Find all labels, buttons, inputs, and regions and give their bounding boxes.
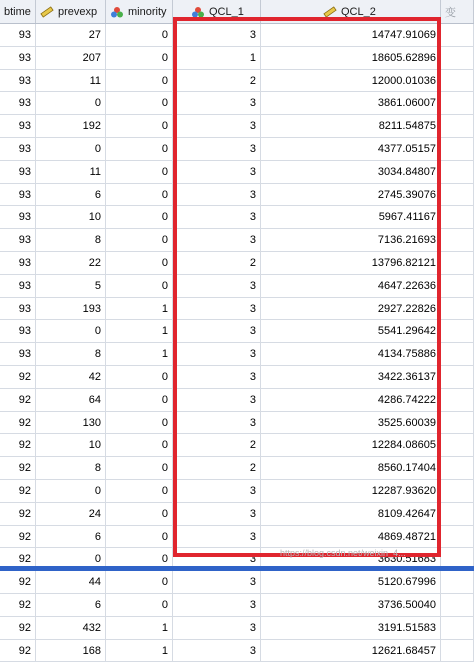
cell-qcl-1[interactable]: 2 bbox=[173, 70, 261, 93]
cell-btime[interactable]: 93 bbox=[0, 343, 36, 366]
cell-qcl-2[interactable]: 12284.08605 bbox=[261, 434, 441, 457]
cell-qcl-2[interactable]: 5541.29642 bbox=[261, 320, 441, 343]
column-header-btime[interactable] bbox=[0, 0, 36, 23]
cell-btime[interactable]: 92 bbox=[0, 503, 36, 526]
cell-qcl-1[interactable]: 3 bbox=[173, 115, 261, 138]
cell-qcl-2[interactable]: 5967.41167 bbox=[261, 206, 441, 229]
cell-qcl-2[interactable]: 12000.01036 bbox=[261, 70, 441, 93]
column-header-label: QCL_1 bbox=[209, 5, 244, 18]
cell-empty[interactable] bbox=[441, 571, 474, 594]
cell-empty[interactable] bbox=[441, 480, 474, 503]
cell-qcl-1[interactable]: 3 bbox=[173, 343, 261, 366]
cell-btime[interactable]: 93 bbox=[0, 298, 36, 321]
column-header-minority[interactable] bbox=[106, 0, 173, 23]
cell-empty[interactable] bbox=[441, 275, 474, 298]
cell-qcl-2[interactable]: 4286.74222 bbox=[261, 389, 441, 412]
table-row[interactable] bbox=[0, 480, 474, 503]
cell-qcl-2[interactable]: 8560.17404 bbox=[261, 457, 441, 480]
cell-minority[interactable]: 0 bbox=[106, 457, 173, 480]
cell-qcl-1[interactable]: 3 bbox=[173, 138, 261, 161]
cell-empty[interactable] bbox=[441, 24, 474, 47]
cell-empty[interactable] bbox=[441, 366, 474, 389]
cell-qcl-1[interactable]: 3 bbox=[173, 24, 261, 47]
cell-qcl-2[interactable]: 8211.54875 bbox=[261, 115, 441, 138]
cell-prevexp[interactable]: 5 bbox=[36, 275, 106, 298]
cell-qcl-2[interactable]: 3034.84807 bbox=[261, 161, 441, 184]
cell-minority[interactable]: 0 bbox=[106, 252, 173, 275]
cell-prevexp[interactable]: 44 bbox=[36, 571, 106, 594]
cell-qcl-1[interactable]: 3 bbox=[173, 298, 261, 321]
cell-minority[interactable]: 0 bbox=[106, 480, 173, 503]
cell-btime[interactable]: 93 bbox=[0, 184, 36, 207]
cell-minority[interactable]: 0 bbox=[106, 526, 173, 549]
table-row[interactable] bbox=[0, 320, 474, 343]
cell-prevexp[interactable]: 27 bbox=[36, 24, 106, 47]
table-row[interactable] bbox=[0, 47, 474, 70]
cell-minority[interactable]: 0 bbox=[106, 412, 173, 435]
cell-prevexp[interactable]: 6 bbox=[36, 526, 106, 549]
cell-btime[interactable]: 93 bbox=[0, 275, 36, 298]
column-header-label: prevexp bbox=[58, 5, 98, 18]
table-row[interactable] bbox=[0, 594, 474, 617]
ruler-icon bbox=[323, 6, 337, 18]
cell-minority[interactable]: 0 bbox=[106, 229, 173, 252]
table-row[interactable] bbox=[0, 92, 474, 115]
cell-prevexp[interactable]: 0 bbox=[36, 320, 106, 343]
cell-prevexp[interactable]: 432 bbox=[36, 617, 106, 640]
column-header-label: QCL_2 bbox=[341, 5, 376, 18]
cell-qcl-1[interactable]: 3 bbox=[173, 184, 261, 207]
cell-empty[interactable] bbox=[441, 252, 474, 275]
table-row[interactable] bbox=[0, 503, 474, 526]
cell-prevexp[interactable]: 42 bbox=[36, 366, 106, 389]
column-header-prevexp[interactable] bbox=[36, 0, 106, 23]
cell-prevexp[interactable]: 10 bbox=[36, 434, 106, 457]
cell-btime[interactable]: 93 bbox=[0, 161, 36, 184]
cell-btime[interactable]: 92 bbox=[0, 617, 36, 640]
cell-minority[interactable]: 0 bbox=[106, 594, 173, 617]
cell-empty[interactable] bbox=[441, 617, 474, 640]
table-row[interactable] bbox=[0, 206, 474, 229]
table-row[interactable] bbox=[0, 412, 474, 435]
nominal-icon bbox=[110, 6, 124, 18]
header-row bbox=[0, 0, 474, 24]
cell-prevexp[interactable]: 168 bbox=[36, 640, 106, 662]
cell-prevexp[interactable]: 6 bbox=[36, 594, 106, 617]
cell-empty[interactable] bbox=[441, 640, 474, 662]
cell-qcl-2[interactable]: 13796.82121 bbox=[261, 252, 441, 275]
cell-empty[interactable] bbox=[441, 184, 474, 207]
cell-minority[interactable]: 1 bbox=[106, 298, 173, 321]
cell-qcl-1[interactable]: 1 bbox=[173, 47, 261, 70]
table-row[interactable] bbox=[0, 24, 474, 47]
cell-btime[interactable]: 92 bbox=[0, 594, 36, 617]
cell-prevexp[interactable]: 0 bbox=[36, 480, 106, 503]
column-header-label: btime bbox=[4, 5, 31, 18]
cell-minority[interactable]: 1 bbox=[106, 617, 173, 640]
cell-qcl-1[interactable]: 3 bbox=[173, 412, 261, 435]
column-header-label: minority bbox=[128, 5, 167, 18]
cell-minority[interactable]: 0 bbox=[106, 389, 173, 412]
cell-empty[interactable] bbox=[441, 526, 474, 549]
cell-prevexp[interactable]: 6 bbox=[36, 184, 106, 207]
cell-btime[interactable]: 93 bbox=[0, 252, 36, 275]
table-row[interactable] bbox=[0, 640, 474, 662]
cell-qcl-2[interactable]: 18605.62896 bbox=[261, 47, 441, 70]
table-row[interactable] bbox=[0, 70, 474, 93]
cell-qcl-2[interactable]: 3736.50040 bbox=[261, 594, 441, 617]
cell-prevexp[interactable]: 8 bbox=[36, 229, 106, 252]
cell-prevexp[interactable]: 0 bbox=[36, 92, 106, 115]
table-row[interactable] bbox=[0, 275, 474, 298]
cell-qcl-1[interactable]: 2 bbox=[173, 252, 261, 275]
cell-empty[interactable] bbox=[441, 206, 474, 229]
cell-qcl-2[interactable]: 12287.93620 bbox=[261, 480, 441, 503]
cell-prevexp[interactable]: 0 bbox=[36, 138, 106, 161]
cell-minority[interactable]: 1 bbox=[106, 320, 173, 343]
cell-empty[interactable] bbox=[441, 229, 474, 252]
table-row[interactable] bbox=[0, 115, 474, 138]
cell-empty[interactable] bbox=[441, 115, 474, 138]
cell-minority[interactable]: 0 bbox=[106, 548, 173, 571]
column-header-qcl-2[interactable] bbox=[261, 0, 441, 23]
cell-qcl-1[interactable]: 3 bbox=[173, 206, 261, 229]
cell-qcl-1[interactable]: 3 bbox=[173, 617, 261, 640]
cell-minority[interactable]: 0 bbox=[106, 184, 173, 207]
cell-prevexp[interactable]: 130 bbox=[36, 412, 106, 435]
cell-qcl-2[interactable]: 2745.39076 bbox=[261, 184, 441, 207]
cell-minority[interactable]: 0 bbox=[106, 366, 173, 389]
cell-btime[interactable]: 92 bbox=[0, 434, 36, 457]
cell-qcl-1[interactable]: 3 bbox=[173, 594, 261, 617]
cell-empty[interactable] bbox=[441, 503, 474, 526]
cell-empty[interactable] bbox=[441, 457, 474, 480]
cell-btime[interactable]: 92 bbox=[0, 457, 36, 480]
cell-qcl-1[interactable]: 3 bbox=[173, 275, 261, 298]
cell-minority[interactable]: 0 bbox=[106, 206, 173, 229]
column-header-var[interactable] bbox=[441, 0, 474, 23]
column-header-label: 变 bbox=[445, 6, 456, 19]
cell-prevexp[interactable]: 64 bbox=[36, 389, 106, 412]
cell-empty[interactable] bbox=[441, 47, 474, 70]
watermark: https://blog.csdn.net/weixin_4... bbox=[280, 548, 406, 558]
table-row[interactable] bbox=[0, 343, 474, 366]
cell-qcl-1[interactable]: 3 bbox=[173, 640, 261, 662]
cell-empty[interactable] bbox=[441, 412, 474, 435]
cell-minority[interactable]: 0 bbox=[106, 503, 173, 526]
cell-btime[interactable]: 93 bbox=[0, 320, 36, 343]
cell-btime[interactable]: 93 bbox=[0, 229, 36, 252]
cell-qcl-1[interactable]: 3 bbox=[173, 571, 261, 594]
table-row[interactable] bbox=[0, 617, 474, 640]
cell-minority[interactable]: 0 bbox=[106, 138, 173, 161]
cell-btime[interactable]: 92 bbox=[0, 548, 36, 571]
cell-qcl-2[interactable]: 2927.22826 bbox=[261, 298, 441, 321]
cell-btime[interactable]: 93 bbox=[0, 138, 36, 161]
cell-btime[interactable]: 92 bbox=[0, 640, 36, 662]
cell-qcl-2[interactable]: 12621.68457 bbox=[261, 640, 441, 662]
cell-empty[interactable] bbox=[441, 343, 474, 366]
cell-minority[interactable]: 0 bbox=[106, 47, 173, 70]
cell-minority[interactable]: 0 bbox=[106, 115, 173, 138]
cell-qcl-1[interactable]: 3 bbox=[173, 229, 261, 252]
cell-qcl-2[interactable]: 3525.60039 bbox=[261, 412, 441, 435]
cell-qcl-2[interactable]: 5120.67996 bbox=[261, 571, 441, 594]
cell-qcl-2[interactable]: 3191.51583 bbox=[261, 617, 441, 640]
cell-btime[interactable]: 93 bbox=[0, 206, 36, 229]
cell-btime[interactable]: 93 bbox=[0, 24, 36, 47]
cell-prevexp[interactable]: 193 bbox=[36, 298, 106, 321]
table-row[interactable] bbox=[0, 571, 474, 594]
cell-qcl-1[interactable]: 2 bbox=[173, 434, 261, 457]
cell-qcl-1[interactable]: 3 bbox=[173, 92, 261, 115]
column-header-qcl-1[interactable] bbox=[173, 0, 261, 23]
cell-qcl-1[interactable]: 3 bbox=[173, 161, 261, 184]
cell-minority[interactable]: 1 bbox=[106, 343, 173, 366]
cell-prevexp[interactable]: 8 bbox=[36, 343, 106, 366]
cell-prevexp[interactable]: 192 bbox=[36, 115, 106, 138]
cell-btime[interactable]: 92 bbox=[0, 571, 36, 594]
cell-btime[interactable]: 92 bbox=[0, 366, 36, 389]
cell-minority[interactable]: 0 bbox=[106, 70, 173, 93]
cell-prevexp[interactable]: 0 bbox=[36, 548, 106, 571]
cell-empty[interactable] bbox=[441, 389, 474, 412]
cell-qcl-2[interactable]: 14747.91069 bbox=[261, 24, 441, 47]
cell-qcl-2[interactable]: 3422.36137 bbox=[261, 366, 441, 389]
cell-qcl-1[interactable]: 3 bbox=[173, 366, 261, 389]
cell-btime[interactable]: 93 bbox=[0, 70, 36, 93]
cell-minority[interactable]: 0 bbox=[106, 24, 173, 47]
cell-minority[interactable]: 0 bbox=[106, 434, 173, 457]
table-row[interactable] bbox=[0, 526, 474, 549]
cell-empty[interactable] bbox=[441, 138, 474, 161]
cell-qcl-1[interactable]: 2 bbox=[173, 457, 261, 480]
cell-minority[interactable]: 1 bbox=[106, 640, 173, 662]
table-row[interactable] bbox=[0, 434, 474, 457]
cell-empty[interactable] bbox=[441, 594, 474, 617]
cell-empty[interactable] bbox=[441, 92, 474, 115]
cell-btime[interactable]: 93 bbox=[0, 115, 36, 138]
cell-btime[interactable]: 92 bbox=[0, 389, 36, 412]
nominal-icon bbox=[191, 6, 205, 18]
table-row[interactable] bbox=[0, 366, 474, 389]
cell-btime[interactable]: 92 bbox=[0, 480, 36, 503]
cell-minority[interactable]: 0 bbox=[106, 92, 173, 115]
cell-btime[interactable]: 93 bbox=[0, 92, 36, 115]
cell-prevexp[interactable]: 11 bbox=[36, 161, 106, 184]
cell-qcl-2[interactable]: 3861.06007 bbox=[261, 92, 441, 115]
table-row[interactable] bbox=[0, 138, 474, 161]
cell-prevexp[interactable]: 11 bbox=[36, 70, 106, 93]
cell-qcl-2[interactable]: 4869.48721 bbox=[261, 526, 441, 549]
table-row[interactable] bbox=[0, 252, 474, 275]
cell-btime[interactable]: 92 bbox=[0, 526, 36, 549]
cell-qcl-1[interactable]: 3 bbox=[173, 548, 261, 571]
table-row[interactable] bbox=[0, 457, 474, 480]
cell-qcl-2[interactable]: 3630.51683 bbox=[261, 548, 441, 571]
cell-qcl-2[interactable]: 4647.22636 bbox=[261, 275, 441, 298]
cell-prevexp[interactable]: 22 bbox=[36, 252, 106, 275]
table-row[interactable] bbox=[0, 229, 474, 252]
cell-qcl-1[interactable]: 3 bbox=[173, 389, 261, 412]
cell-empty[interactable] bbox=[441, 320, 474, 343]
cell-qcl-2[interactable]: 4134.75886 bbox=[261, 343, 441, 366]
cell-btime[interactable]: 93 bbox=[0, 47, 36, 70]
horizontal-scrollbar[interactable] bbox=[0, 566, 474, 571]
table-row[interactable] bbox=[0, 389, 474, 412]
table-row[interactable] bbox=[0, 298, 474, 321]
cell-empty[interactable] bbox=[441, 70, 474, 93]
cell-minority[interactable]: 0 bbox=[106, 275, 173, 298]
table-row[interactable] bbox=[0, 161, 474, 184]
cell-qcl-2[interactable]: 7136.21693 bbox=[261, 229, 441, 252]
cell-prevexp[interactable]: 10 bbox=[36, 206, 106, 229]
cell-qcl-1[interactable]: 3 bbox=[173, 320, 261, 343]
cell-prevexp[interactable]: 24 bbox=[36, 503, 106, 526]
cell-empty[interactable] bbox=[441, 161, 474, 184]
cell-qcl-1[interactable]: 3 bbox=[173, 503, 261, 526]
cell-minority[interactable]: 0 bbox=[106, 161, 173, 184]
cell-qcl-2[interactable]: 4377.05157 bbox=[261, 138, 441, 161]
cell-minority[interactable]: 0 bbox=[106, 571, 173, 594]
cell-prevexp[interactable]: 207 bbox=[36, 47, 106, 70]
ruler-icon bbox=[40, 6, 54, 18]
cell-qcl-2[interactable]: 8109.42647 bbox=[261, 503, 441, 526]
cell-qcl-1[interactable]: 3 bbox=[173, 526, 261, 549]
cell-prevexp[interactable]: 8 bbox=[36, 457, 106, 480]
cell-btime[interactable]: 92 bbox=[0, 412, 36, 435]
cell-qcl-1[interactable]: 3 bbox=[173, 480, 261, 503]
cell-empty[interactable] bbox=[441, 298, 474, 321]
table-row[interactable] bbox=[0, 184, 474, 207]
cell-empty[interactable] bbox=[441, 434, 474, 457]
